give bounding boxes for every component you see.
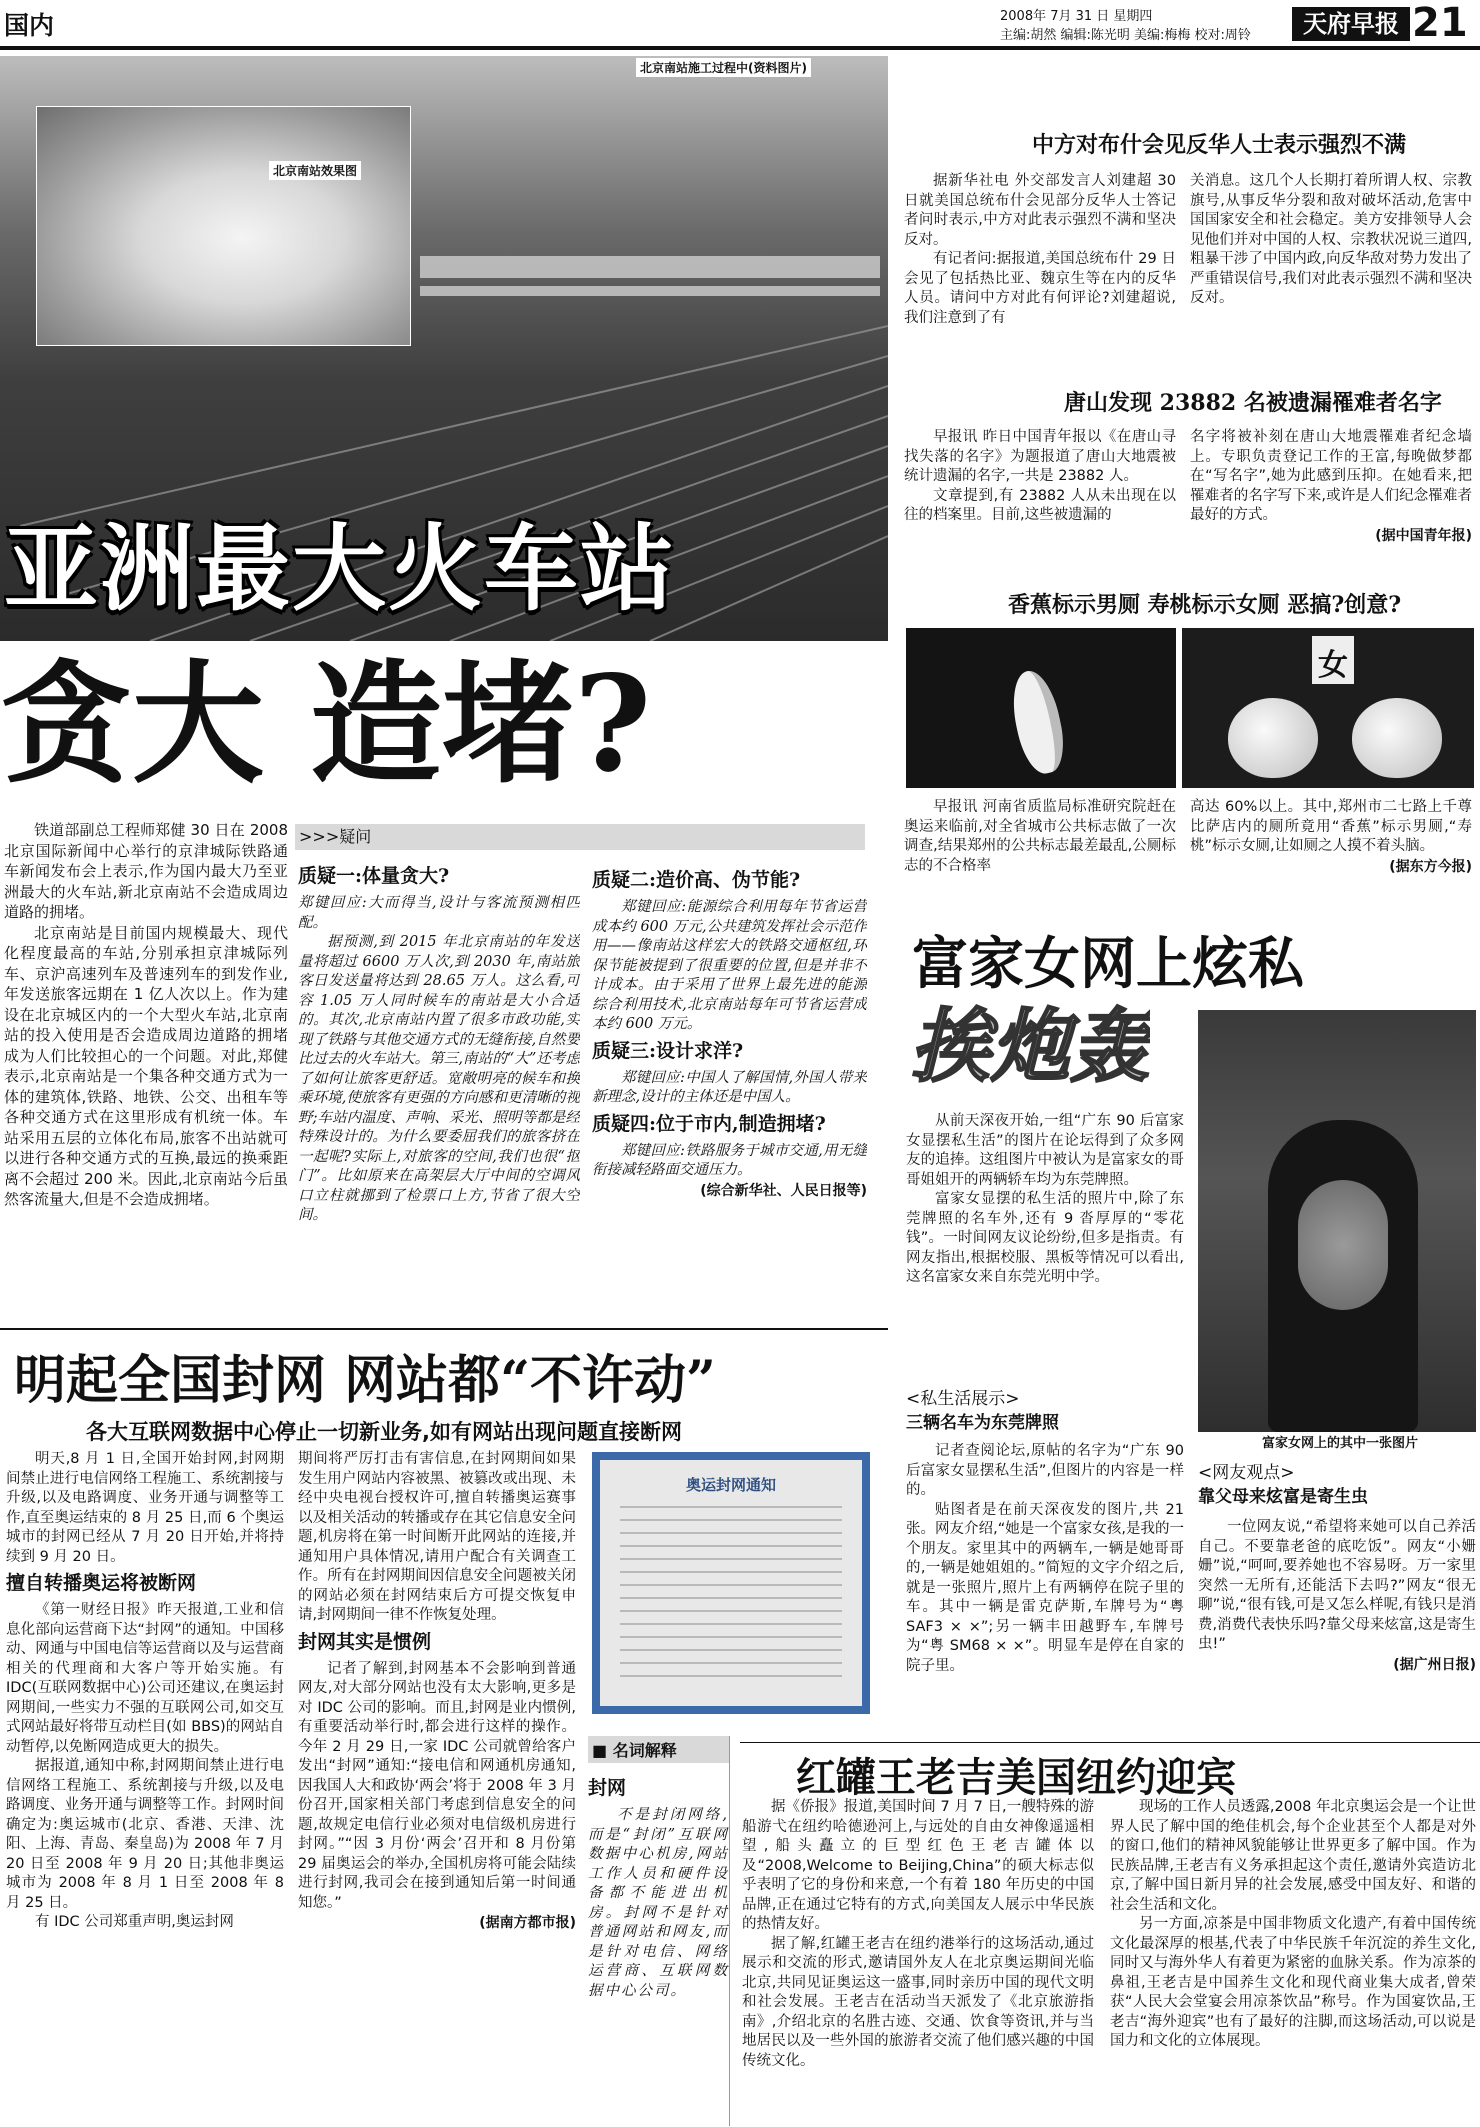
station-lead-p2: 北京南站是目前国内规模最大、现代化程度最高的车站,分别承担京津城际列车、京沪高速列车及普速列车的到发作业,年发送旅客远期在 1 亿人次以上。作为建设在北京城区内的一个大型火车站,北京南站的投入使用是否会造成周边道路的拥堵成为人们比较担心的一个问题。对此,郑健表示,北京南站是一个集各种交通方式为一体的建筑体,铁路、地铁、公交、出租车等各种交通方式在这里形成有机统一体。车站采用五层的立体化布局,旅客不出站就可以进行各种交通方式的互换,最远的换乘距离不会超过 200 米。因此,北京南站今后虽然客流量大,但是不会造成拥堵。 <box>4 923 288 1208</box>
net-sub-2: 封网其实是惯例 <box>298 1630 432 1653</box>
toilet-text-2: 高达 60%以上。其中,郑州市二七路上千尊比萨店内的厕所竟用“香蕉”标示男厕,“寿桃”标示女厕,让如厕之人摸不着头脑。 <box>1190 799 1472 854</box>
wlj-col-2 <box>1110 1798 1476 2127</box>
wlj-headline: 红罐王老吉美国纽约迎宾 <box>796 1754 1236 1801</box>
banana-icon <box>1006 667 1071 778</box>
dalai-text-1: 据新华社电 外交部发言人刘建超 30 日就美国总统布什会见部分反华人士答记者问时表示,中方对此表示强烈不满和坚决反对。 <box>904 173 1176 248</box>
dalai-headline: 中方对布什会见反华人士表示强烈不满 <box>1032 132 1407 158</box>
peach-left-icon <box>1228 698 1318 778</box>
q3-title: 质疑三:设计求洋? <box>592 1039 744 1062</box>
term-word: 封网 <box>588 1777 627 1799</box>
render-inset <box>36 106 411 346</box>
wlj-text-2: 现场的工作人员透露,2008 年北京奥运会是一个让世界人民了解中国的绝佳机会,每个企业甚至个人都是对外的窗口,他们的精神风貌能够让世界更多了解中国。作为民族品牌,王老吉有义务承担起这个责任,邀请外宾造访北京,了解中国日新月异的社会发展,感受中国友好、和谐的社会生活和文化。 <box>1110 1799 1476 1913</box>
rich-lead-p2: 富家女显摆的私生活的照片中,除了东莞牌照的名车外,还有 9 沓厚厚的“零花钱”。一时间网友议论纷纷,但多是指责。有网友指出,根据校服、黑板等情况可以看出,这名富家女来自东莞光明中学。 <box>906 1191 1184 1285</box>
term-text: 不是封闭网络,而是“封闭”互联网数据中心机房,网站工作人员和硬件设备都不能进出机房。封网不是针对普通网站和网友,而是针对电信、网络运营商、互联网数据中心公司。 <box>588 1807 729 1999</box>
tangshan-headline: 唐山发现 23882 名被遗漏罹难者名字 <box>1064 390 1442 416</box>
station-source: (综合新华社、人民日报等) <box>700 1182 867 1199</box>
toilet-col-2 <box>1190 798 1472 898</box>
rich-lead-p1: 从前天深夜开始,一组“广东 90 后富家女显摆私生活”的图片在论坛得到了众多网友的追捧。这组图片中被认为是富家女的哥哥姐姐开的两辆轿车均为东莞牌照。 <box>906 1113 1184 1188</box>
peach-sign-photo <box>1182 628 1474 788</box>
station-headline-1: 亚洲最大火车站 <box>4 514 677 624</box>
dalai-col-1 <box>904 172 1176 362</box>
station-headline-2: 贪大 造堵? <box>0 647 652 802</box>
tangshan-col-1 <box>904 428 1176 558</box>
photo-caption-top: 北京南站施工过程中(资料图片) <box>636 58 811 77</box>
rich-tag-1: <私生活展示> <box>906 1389 1020 1409</box>
notice-title: 奥运封网通知 <box>685 1476 776 1494</box>
q4-text: 郑键回应:铁路服务于城市交通,用无缝衔接减轻路面交通压力。 <box>592 1142 867 1178</box>
teddy-bear-icon <box>1298 1180 1388 1310</box>
rich-body-1 <box>906 1442 1184 1742</box>
rich-source: (据广州日报) <box>1393 1656 1476 1673</box>
q2-title: 质疑二:造价高、伪节能? <box>592 869 801 891</box>
q1-text: 郑键回应:大而得当,设计与客流预测相匹配。 <box>298 895 580 931</box>
dalai-col-2 <box>1190 172 1472 362</box>
net-headline: 明起全国封网 网站都“不许动” <box>14 1350 716 1411</box>
wlj-col-1 <box>742 1798 1094 2127</box>
net-text-1d: 有 IDC 公司郑重声明,奥运封网 <box>35 1914 234 1930</box>
rich-body-2-p1: 一位网友说,“希望将来她可以自己养活自己。不要靠老爸的底吃饭”。网友“小姗姗”说,“呵呵,要养她也不容易呀。万一家里突然一无所有,还能活下去吗?”网友“很无聊”说,“很有钱,可是又怎么样呢,有钱只是消费,消费代表快乐吗?靠父母来炫富,这是寄生虫!” <box>1198 1519 1476 1652</box>
page-header <box>0 0 1480 50</box>
net-col-2 <box>298 1450 576 2127</box>
rich-sub-1: 三辆名车为东莞牌照 <box>906 1413 1059 1433</box>
qa-header <box>295 824 865 850</box>
dalai-text-1b: 有记者问:据报道,美国总统布什 29 日会见了包括热比亚、魏京生等在内的反华人员。请问中方对此有何评论?刘建超说,我们注意到了有 <box>904 251 1176 326</box>
wlj-text-1: 据《侨报》报道,美国时间 7 月 7 日,一艘特殊的游船游弋在纽约哈德逊河上,与远处的自由女神像遥遥相望,船头矗立的巨型红色王老吉罐体以及“2008,Welcome to Beijing,China”的硕大标志似乎表明了它的身份和来意,一个有着 180 年历史的中国品牌,正在通过它特有的方式,向美国友人展示中华民族的热情友好。 <box>742 1799 1094 1932</box>
tangshan-source: (据中国青年报) <box>1375 527 1472 544</box>
net-source: (据南方都市报) <box>479 1915 576 1931</box>
rich-lead <box>906 1112 1184 1382</box>
toilet-col-1 <box>904 798 1176 898</box>
station-lead <box>4 820 288 1320</box>
qa-col-1 <box>298 860 580 1320</box>
net-text-1: 明天,8 月 1 日,全国开始封网,封网期间禁止进行电信网络工程施工、系统割接与升级,以及电路调度、业务开通与调整等工作,直至奥运结束的 8 月 25 日,而 6 个奥运城市的封网已经从 7 月 20 日开始,并将持续到 9 月 20 日。 <box>6 1451 284 1565</box>
net-subhead: 各大互联网数据中心停止一切新业务,如有网站出现问题直接断网 <box>86 1420 682 1444</box>
q1-text-2: 据预测,到 2015 年北京南站的年发送量将超过 6600 万人次,到 2030 年,南站旅客日发送量将达到 28.65 万人。这么看,可容 1.05 万人同时候车的南站是大小合适的。其次,北京南站内置了很多市政功能,实现了铁路与其他交通方式的无缝衔接,自然要比过去的火车站大。第三,南站的“大”还考虑了如何让旅客更舒适。宽敞明亮的候车和换乘环境,使旅客有更强的方向感和更清晰的视野;车站内温度、声响、采光、照明等都是经特殊设计的。为什么要委屈我们的旅客挤在一起呢?实际上,对旅客的空间,我们也很“抠门”。比如原来在高架层大厅中间的空调风口立柱就挪到了检票口上方,节省了很大空间。 <box>298 934 580 1223</box>
net-text-1c: 据报道,通知中称,封网期间禁止进行电信网络工程施工、系统割接与升级,以及电路调度、业务开通与调整等工作。封网时间确定为:奥运城市(北京、香港、天津、沈阳、上海、青岛、秦皇岛)为 2008 年 7 月 20 日至 2008 年 9 月 20 日;其他非奥运城市为 2008 年 8 月 1 日至 2008 年 8 月 25 日。 <box>6 1758 284 1911</box>
rich-headline: 富家女网上炫私 <box>912 931 1304 997</box>
tangshan-col-2 <box>1190 428 1472 558</box>
section-label: 国内 <box>4 11 55 40</box>
notice-lines <box>620 1506 842 1686</box>
net-sub-1: 擅自转播奥运将被断网 <box>6 1572 197 1594</box>
net-top-rule <box>0 1328 888 1330</box>
rich-body-1-p1: 记者查阅论坛,原帖的名字为“广东 90 后富家女显摆私生活”,但图片的内容是一样的。 <box>906 1443 1184 1498</box>
qa-header-label: >>>疑问 <box>299 827 372 846</box>
term-label: ■ 名词解释 <box>588 1736 729 1763</box>
header-date: 2008年 7月 31 日 星期四 <box>1000 9 1153 24</box>
q2-text: 郑键回应:能源综合利用每年节省运营成本约 600 万元,公共建筑发挥社会示范作用——像南站这样宏大的铁路交通枢纽,环保节能被提到了很重要的位置,但是并非不计成本。由于采用了世界上最先进的能源综合利用技术,北京南站每年可节省运营成本约 600 万元。 <box>592 899 867 1032</box>
qa-col-2 <box>592 864 867 1320</box>
page-number: 21 <box>1412 0 1468 46</box>
rich-headline-2: 挨炮轰 <box>910 999 1150 1093</box>
rich-body-1-p2: 贴图者是在前天深夜发的图片,共 21 张。网友介绍,“她是一个富家女孩,是我的一个朋友。家里其中的两辆车,一辆是她哥哥的,一辆是她姐姐的。”简短的文字介绍之后,就是一张照片,照片上有两辆停在院子里的车。其中一辆是雷克萨斯,车牌号为“粤 SAF3 × ×”;另一辆丰田越野车,车牌号为“粤 SM68 × ×”。明显车是停在自家的院子里。 <box>906 1501 1184 1674</box>
wlj-top-rule <box>740 1742 1480 1743</box>
tangshan-text-2: 名字将被补刻在唐山大地震罹难者纪念墙上。专职负责登记工作的王富,每晚做梦都在“写名字”,她为此感到压抑。在她看来,把罹难者的名字写下来,或许是人们纪念罹难者最好的方式。 <box>1190 429 1472 523</box>
net-text-2b: 记者了解到,封网基本不会影响到普通网友,对大部分网站也没有太大影响,更多是对 IDC 公司的影响。而且,封网是业内惯例,有重要活动举行时,都会进行这样的操作。今年 2 月 29 日,一家 IDC 公司就曾给客户发出“封网”通知:“接电信和网通机房通知,因我国人大和政协‘两会’将于 2008 年 3 月份召开,国家相关部门考虑到信息安全的问题,故规定电信行业必须对电信级机房进行封网。”“因 3 月份‘两会’召开和 8 月份第 29 届奥运会的举办,全国机房将可能会陆续进行封网,我司会在接到通知后第一时间通知您。” <box>298 1660 576 1911</box>
banana-sign-photo <box>906 628 1176 788</box>
toilet-text-1: 早报讯 河南省质监局标准研究院赶在奥运来临前,对全省城市公共标志做了一次调查,结果郑州的公共标志最差最乱,公厕标志的不合格率 <box>904 799 1176 874</box>
term-box <box>588 1736 730 2126</box>
tangshan-text-1b: 文章提到,有 23882 人从未出现在以往的档案里。目前,这些被遗漏的 <box>904 487 1176 523</box>
dalai-text-2: 关消息。这几个人长期打着所谓人权、宗教旗号,从事反华分裂和敌对破坏活动,危害中国国家安全和社会稳定。美方安排领导人会见他们并对中国的人权、宗教状况说三道四,粗暴干涉了中国内政,向反华敌对势力发出了严重错误信号,我们对此表示强烈不满和坚决反对。 <box>1190 173 1472 306</box>
net-text-2: 期间将严厉打击有害信息,在封网期间如果发生用户网站内容被黑、被篡改或出现、未经中央电视台授权许可,擅自转播奥运赛事以及相关活动的转播或存在其它信息安全问题,机房将在第一时间断开此网站的连接,并通知用户具体情况,请用户配合有关调查工作。所有在封网期间因信息安全问题被关闭的网站必须在封网结束后方可提交恢复申请,封网期间一律不作恢复处理。 <box>298 1451 576 1623</box>
peach-right-icon <box>1352 698 1442 778</box>
newspaper-logo: 天府早报 <box>1292 7 1410 41</box>
tangshan-text-1: 早报讯 昨日中国青年报以《在唐山寻找失落的名字》为题报道了唐山大地震被统计遗漏的名字,一共是 23882 人。 <box>904 429 1176 484</box>
rich-body-2 <box>1198 1518 1476 1748</box>
notice-image <box>592 1452 870 1714</box>
header-editors: 主编:胡然 编辑:陈光明 美编:梅梅 校对:周铃 <box>1000 28 1251 43</box>
sign-nv-label: 女 <box>1318 648 1348 683</box>
net-col-1 <box>6 1450 284 2127</box>
rich-tag-2: <网友观点> <box>1198 1463 1295 1483</box>
header-rule <box>0 46 1480 50</box>
q1-title: 质疑一:体量贪大? <box>298 865 450 887</box>
q3-text: 郑键回应:中国人了解国情,外国人带来新理念,设计的主体还是中国人。 <box>592 1069 867 1105</box>
station-lead-p1: 铁道部副总工程师郑健 30 日在 2008 北京国际新闻中心举行的京津城际铁路通车新闻发布会上表示,作为国内最大乃至亚洲最大的火车站,新北京南站不会造成周边道路的拥堵。 <box>4 821 288 921</box>
wlj-text-2b: 另一方面,凉茶是中国非物质文化遗产,有着中国传统文化最深厚的根基,代表了中华民族千年沉淀的养生文化,同时又与海外华人有着更为紧密的血脉关系。作为凉茶的鼻祖,王老吉是中国养生文化和现代商业集大成者,曾荣获“人民大会堂宴会用凉茶饮品”称号。作为国宴饮品,王老吉“海外迎宾”也有了最好的注脚,而这场活动,可以说是国力和文化的立体展现。 <box>1110 1916 1476 2049</box>
toilet-headline: 香蕉标示男厕 寿桃标示女厕 恶搞?创意? <box>1008 592 1402 618</box>
rich-girl-photo <box>1198 1010 1476 1432</box>
net-text-1b: 《第一财经日报》昨天报道,工业和信息化部向运营商下达“封网”的通知。中国移动、网通与中国电信等运营商以及与运营商相关的代理商和大客户等开始实施。有 IDC(互联网数据中心)公司还建议,在奥运封网期间,一些实力不强的互联网公司,如交互式网站最好将带互动栏目(如 BBS)的网站自动暂停,以免断网造成更大的损失。 <box>6 1602 284 1755</box>
wlj-text-1b: 据了解,红罐王老吉在纽约港举行的这场活动,通过展示和交流的形式,邀请国外友人在北京奥运期间光临北京,共同见证奥运这一盛事,同时亲历中国的现代文明和社会发展。王老吉在活动当天派发了《北京旅游指南》,介绍北京的名胜古迹、交通、饮食等资讯,并与当地居民以及一些外国的旅游者交流了他们感兴趣的中国传统文化。 <box>742 1935 1094 2069</box>
toilet-source: (据东方今报) <box>1389 858 1472 875</box>
q4-title: 质疑四:位于市内,制造拥堵? <box>592 1112 826 1135</box>
inset-caption: 北京南站效果图 <box>269 161 361 180</box>
rich-photo-caption: 富家女网上的其中一张图片 <box>1262 1436 1419 1451</box>
sign-nv-card <box>1312 636 1354 684</box>
rich-sub-2: 靠父母来炫富是寄生虫 <box>1198 1487 1368 1507</box>
